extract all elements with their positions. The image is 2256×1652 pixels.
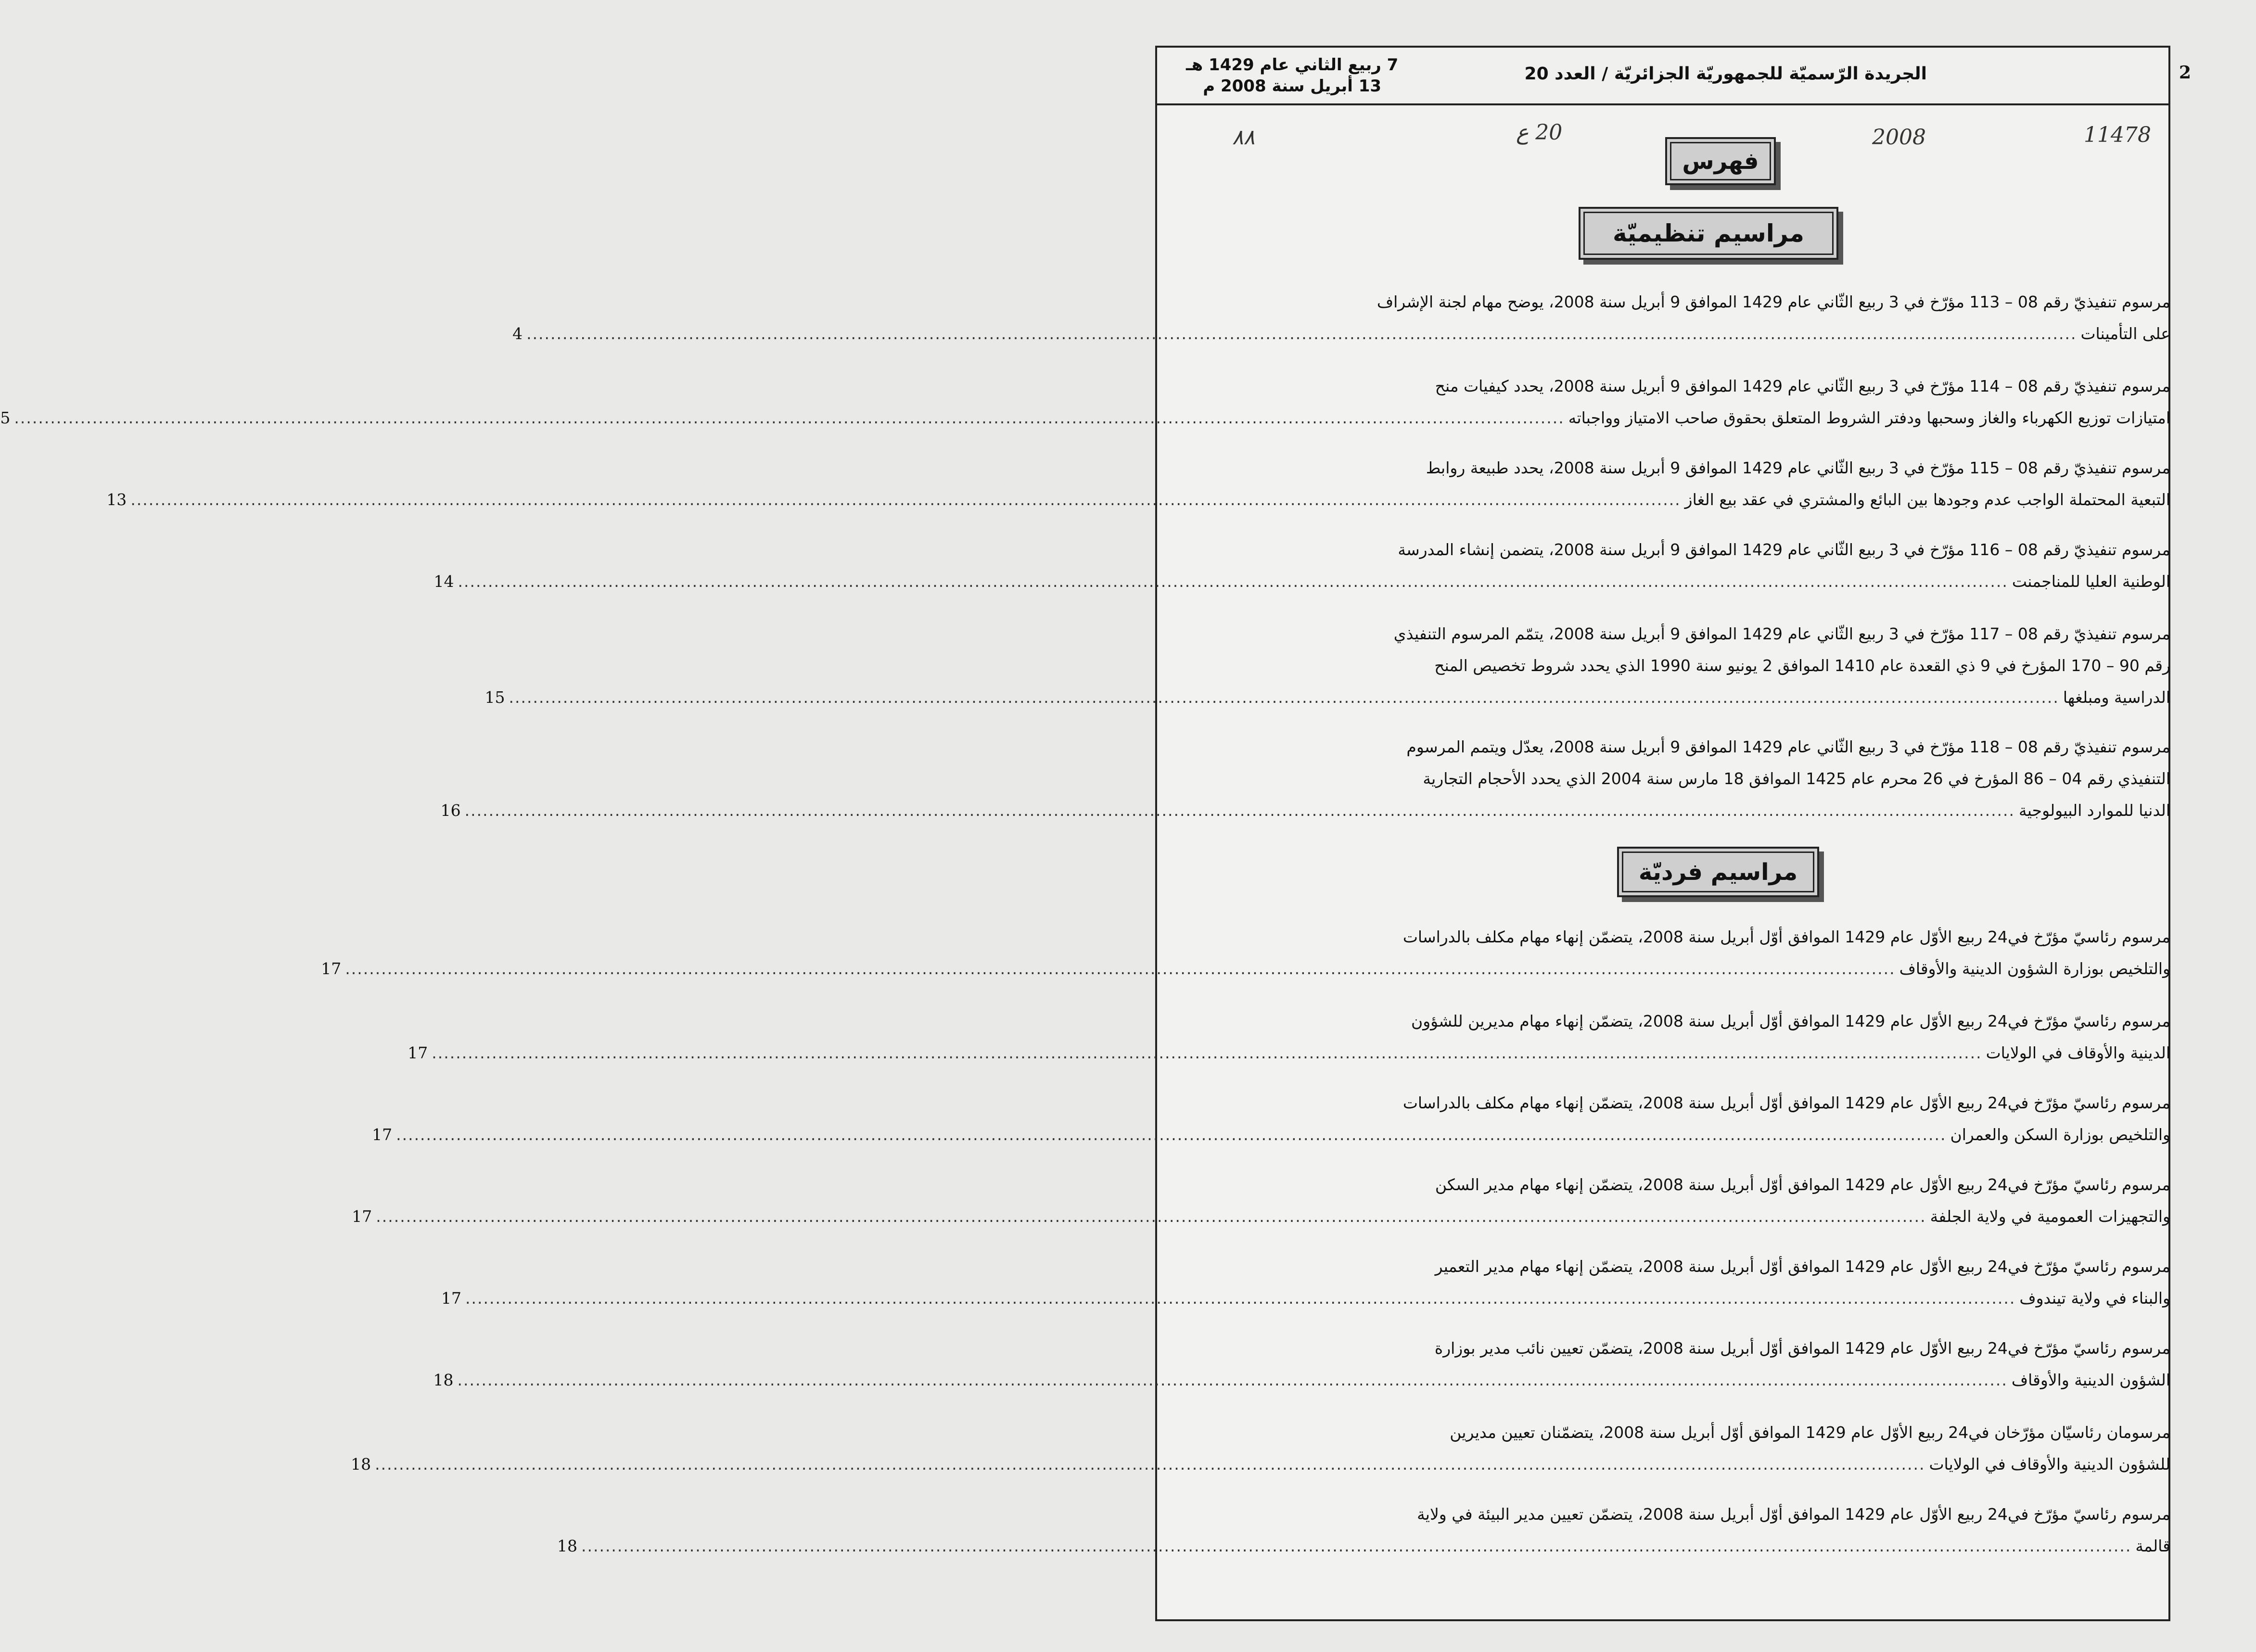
entry-text: الدنيا للموارد البيولوجية — [2019, 801, 2170, 820]
toc-entry[interactable] — [106, 452, 2170, 516]
entry-text: مرسوم تنفيذيّ رقم 08 – 118 مؤرّخ في 3 ربيع الثّاني عام 1429 الموافق 9 أبريل سنة 2008، يعدّل ويتمم المرسوم — [1406, 737, 2170, 756]
entry-text: مرسوم رئاسيّ مؤرّخ في24 ربيع الأوّل عام 1429 الموافق أوّل أبريل سنة 2008، يتضمّن إنهاء مهام مدير التعمير — [1435, 1257, 2170, 1276]
leader-dots: .................................................................................................................................................................................................................................................................. — [509, 688, 2059, 707]
entry-text: مرسوم تنفيذيّ رقم 08 – 114 مؤرّخ في 3 ربيع الثّاني عام 1429 الموافق 9 أبريل سنة 2008، يحدد كيفيات منح — [1435, 377, 2170, 395]
handwritten-note: 11478 — [2084, 123, 2151, 147]
entry-text: مرسوم تنفيذيّ رقم 08 – 117 مؤرّخ في 3 ربيع الثّاني عام 1429 الموافق 9 أبريل سنة 2008، يتمّم المرسوم التنفيذي — [1393, 624, 2170, 643]
index-title-text: فهرس — [1670, 142, 1771, 180]
entry-page-number: 17 — [408, 1043, 428, 1062]
gregorian-date: 13 أبريل سنة 2008 م — [1203, 76, 1382, 96]
entry-page-number: 13 — [106, 490, 127, 509]
leader-dots: .................................................................................................................................................................................................................................................................. — [14, 408, 1565, 427]
leader-dots: .................................................................................................................................................................................................................................................................. — [464, 801, 2015, 820]
entry-page-number: 17 — [352, 1207, 372, 1226]
entry-page-number: 18 — [433, 1371, 454, 1389]
entry-text: والتلخيص بوزارة السكن والعمران — [1950, 1125, 2170, 1144]
toc-entry[interactable] — [372, 1087, 2170, 1151]
leader-dots: .................................................................................................................................................................................................................................................................. — [526, 324, 2077, 343]
toc-entry[interactable] — [484, 618, 2170, 713]
entry-page-number: 17 — [441, 1289, 462, 1308]
entry-page-number: 14 — [433, 572, 454, 591]
leader-dots: .................................................................................................................................................................................................................................................................. — [432, 1043, 1982, 1062]
toc-entry[interactable] — [433, 1333, 2170, 1396]
leader-dots: .................................................................................................................................................................................................................................................................. — [376, 1207, 1926, 1226]
entry-page-number: 4 — [512, 324, 523, 343]
toc-entry[interactable] — [408, 1005, 2170, 1069]
entry-text: والتجهيزات العمومية في ولاية الجلفة — [1930, 1207, 2170, 1226]
section-title-text: مراسيم تنظيميّة — [1583, 212, 1834, 255]
leader-dots: .................................................................................................................................................................................................................................................................. — [458, 572, 2008, 591]
entry-text: الوطنية العليا للمناجمنت — [2012, 572, 2170, 591]
entry-text: التنفيذي رقم 04 – 86 المؤرخ في 26 محرم عام 1425 الموافق 18 مارس سنة 2004 الذي يحدد الأحجام التجارية — [1423, 769, 2170, 788]
handwritten-note: 20 ع — [1516, 120, 1563, 145]
entry-text: مرسوم رئاسيّ مؤرّخ في24 ربيع الأوّل عام 1429 الموافق أوّل أبريل سنة 2008، يتضمّن إنهاء مهام مكلف بالدراسات — [1402, 1093, 2170, 1112]
entry-page-number: 15 — [484, 688, 505, 707]
entry-page-number: 17 — [321, 959, 342, 978]
page-header — [1157, 48, 2168, 105]
entry-text: الدينية والأوقاف في الولايات — [1986, 1043, 2170, 1062]
entry-text: مرسوم رئاسيّ مؤرّخ في24 ربيع الأوّل عام 1429 الموافق أوّل أبريل سنة 2008، يتضمّن إنهاء مهام مدير السكن — [1435, 1175, 2170, 1194]
entry-text: والبناء في ولاية تيندوف — [2019, 1289, 2170, 1308]
leader-dots: .................................................................................................................................................................................................................................................................. — [396, 1125, 1947, 1144]
entry-text: مرسوم رئاسيّ مؤرّخ في24 ربيع الأوّل عام 1429 الموافق أوّل أبريل سنة 2008، يتضمّن تعيين مدير البيئة في ولاية — [1417, 1505, 2170, 1524]
section-title — [1617, 847, 1819, 897]
toc-entry[interactable] — [441, 1251, 2170, 1314]
toc-entry[interactable] — [557, 1499, 2170, 1562]
entry-text: امتيازات توزيع الكهرباء والغاز وسحبها ودفتر الشروط المتعلق بحقوق صاحب الامتياز وواجباته — [1568, 408, 2170, 427]
entry-text: مرسوم رئاسيّ مؤرّخ في24 ربيع الأوّل عام 1429 الموافق أوّل أبريل سنة 2008، يتضمّن إنهاء مهام مديرين للشؤون — [1411, 1012, 2170, 1030]
entry-text: على التأمينات — [2080, 324, 2170, 343]
hijri-date: 7 ربيع الثاني عام 1429 هـ — [1186, 55, 1399, 75]
leader-dots: .................................................................................................................................................................................................................................................................. — [375, 1455, 1925, 1474]
toc-entry[interactable] — [351, 1417, 2170, 1480]
entry-page-number: 5 — [0, 408, 11, 427]
section-title-text: مراسيم فرديّة — [1622, 851, 1814, 892]
entry-text: التبعية المحتملة الواجب عدم وجودها بين البائع والمشتري في عقد بيع الغاز — [1684, 490, 2170, 509]
leader-dots: .................................................................................................................................................................................................................................................................. — [457, 1371, 2008, 1389]
entry-page-number: 18 — [557, 1537, 577, 1555]
leader-dots: .................................................................................................................................................................................................................................................................. — [465, 1289, 2016, 1308]
toc-entry[interactable] — [0, 370, 2170, 434]
index-title — [1665, 137, 1776, 185]
handwritten-note: 2008 — [1872, 125, 1926, 150]
entry-text: مرسوم تنفيذيّ رقم 08 – 115 مؤرّخ في 3 ربيع الثّاني عام 1429 الموافق 9 أبريل سنة 2008، يحدد طبيعة روابط — [1426, 458, 2170, 477]
entry-text: الدراسية ومبلغها — [2063, 688, 2170, 707]
entry-text: مرسوم تنفيذيّ رقم 08 – 116 مؤرّخ في 3 ربيع الثّاني عام 1429 الموافق 9 أبريل سنة 2008، يتضمن إنشاء المدرسة — [1398, 540, 2170, 559]
entry-text: للشؤون الدينية والأوقاف في الولايات — [1929, 1455, 2170, 1474]
toc-entry[interactable] — [433, 534, 2170, 597]
entry-page-number: 17 — [372, 1125, 393, 1144]
leader-dots: .................................................................................................................................................................................................................................................................. — [130, 490, 1681, 509]
entry-page-number: 16 — [440, 801, 461, 820]
leader-dots: .................................................................................................................................................................................................................................................................. — [581, 1537, 2132, 1555]
entry-text: مرسوم رئاسيّ مؤرّخ في24 ربيع الأوّل عام 1429 الموافق أوّل أبريل سنة 2008، يتضمّن تعيين نائب مدير بوزارة — [1434, 1339, 2170, 1358]
entry-text: مرسوم تنفيذيّ رقم 08 – 113 مؤرّخ في 3 ربيع الثّاني عام 1429 الموافق 9 أبريل سنة 2008، يوضح مهام لجنة الإشراف — [1377, 292, 2170, 311]
entry-page-number: 18 — [351, 1455, 371, 1474]
toc-entry[interactable] — [512, 286, 2170, 350]
journal-title: الجريدة الرّسميّة للجمهوريّة الجزائريّة / العدد 20 — [1524, 64, 1927, 84]
entry-text: مرسومان رئاسيّان مؤرّخان في24 ربيع الأوّل عام 1429 الموافق أوّل أبريل سنة 2008، يتضمّنان تعيين مديرين — [1450, 1423, 2170, 1442]
leader-dots: .................................................................................................................................................................................................................................................................. — [345, 959, 1896, 978]
issue-dates — [1186, 54, 1398, 97]
section-title — [1579, 207, 1838, 260]
entry-text: مرسوم رئاسيّ مؤرّخ في24 ربيع الأوّل عام 1429 الموافق أوّل أبريل سنة 2008، يتضمّن إنهاء مهام مكلف بالدراسات — [1402, 928, 2170, 946]
page-number: 2 — [2179, 63, 2192, 83]
toc-entry[interactable] — [321, 921, 2170, 985]
entry-text: الشؤون الدينية والأوقاف — [2011, 1371, 2170, 1389]
toc-entry[interactable] — [352, 1169, 2170, 1233]
handwritten-note: ٨٨ — [1232, 125, 1255, 150]
entry-text: رقم 90 – 170 المؤرخ في 9 ذي القعدة عام 1410 الموافق 2 يونيو سنة 1990 الذي يحدد شروط تخصيص المنح — [1434, 656, 2170, 675]
entry-text: والتلخيص بوزارة الشؤون الدينية والأوقاف — [1899, 959, 2170, 978]
toc-entry[interactable] — [440, 731, 2170, 826]
entry-text: قالمة — [2135, 1537, 2170, 1555]
